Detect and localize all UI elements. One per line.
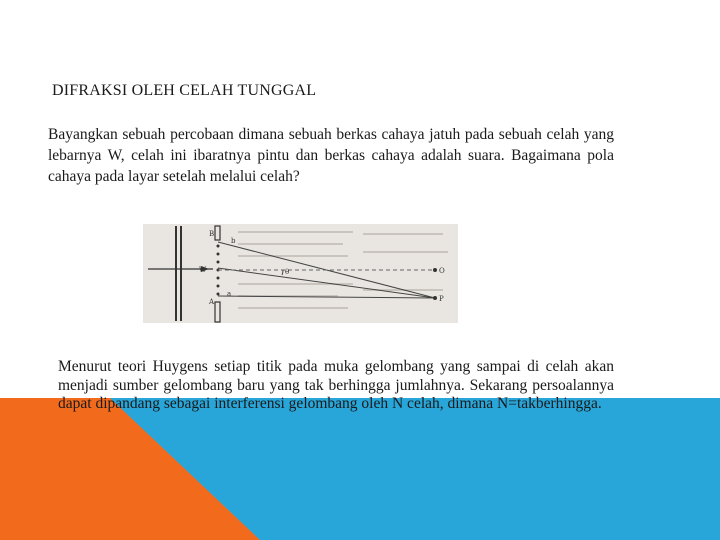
label-small-a: a (227, 290, 232, 298)
label-a: A (209, 298, 215, 306)
slit-wall-top (215, 226, 220, 240)
theta-arc (282, 270, 283, 275)
point-o (433, 268, 437, 272)
label-o: O (439, 267, 445, 275)
label-p: P (439, 295, 444, 303)
intro-paragraph: Bayangkan sebuah percobaan dimana sebuah berkas cahaya jatuh pada sebuah celah yang lebarnya W, celah ini ibaratnya pintu dan berkas cahaya adalah suara. Bagaimana pola cahaya pada layar setelah melalui celah? (48, 126, 614, 185)
label-small-b: b (231, 237, 236, 245)
slide-title: DIFRAKSI OLEH CELAH TUNGGAL (52, 82, 317, 99)
huygens-paragraph: Menurut teori Huygens setiap titik pada muka gelombang yang sampai di celah akan menjadi sumber gelombang baru yang tak berhingga jumlahnya. Sekarang persoalannya dapat dipandang sebagai interferensi gelombang oleh N celah, dimana N=takberhingga. (58, 358, 614, 413)
point-p (433, 296, 437, 300)
diffraction-diagram (143, 224, 458, 323)
label-b: B (209, 230, 215, 238)
label-w: W (199, 266, 207, 274)
label-theta: θ (285, 268, 290, 276)
slit-wall-bottom (215, 302, 220, 322)
